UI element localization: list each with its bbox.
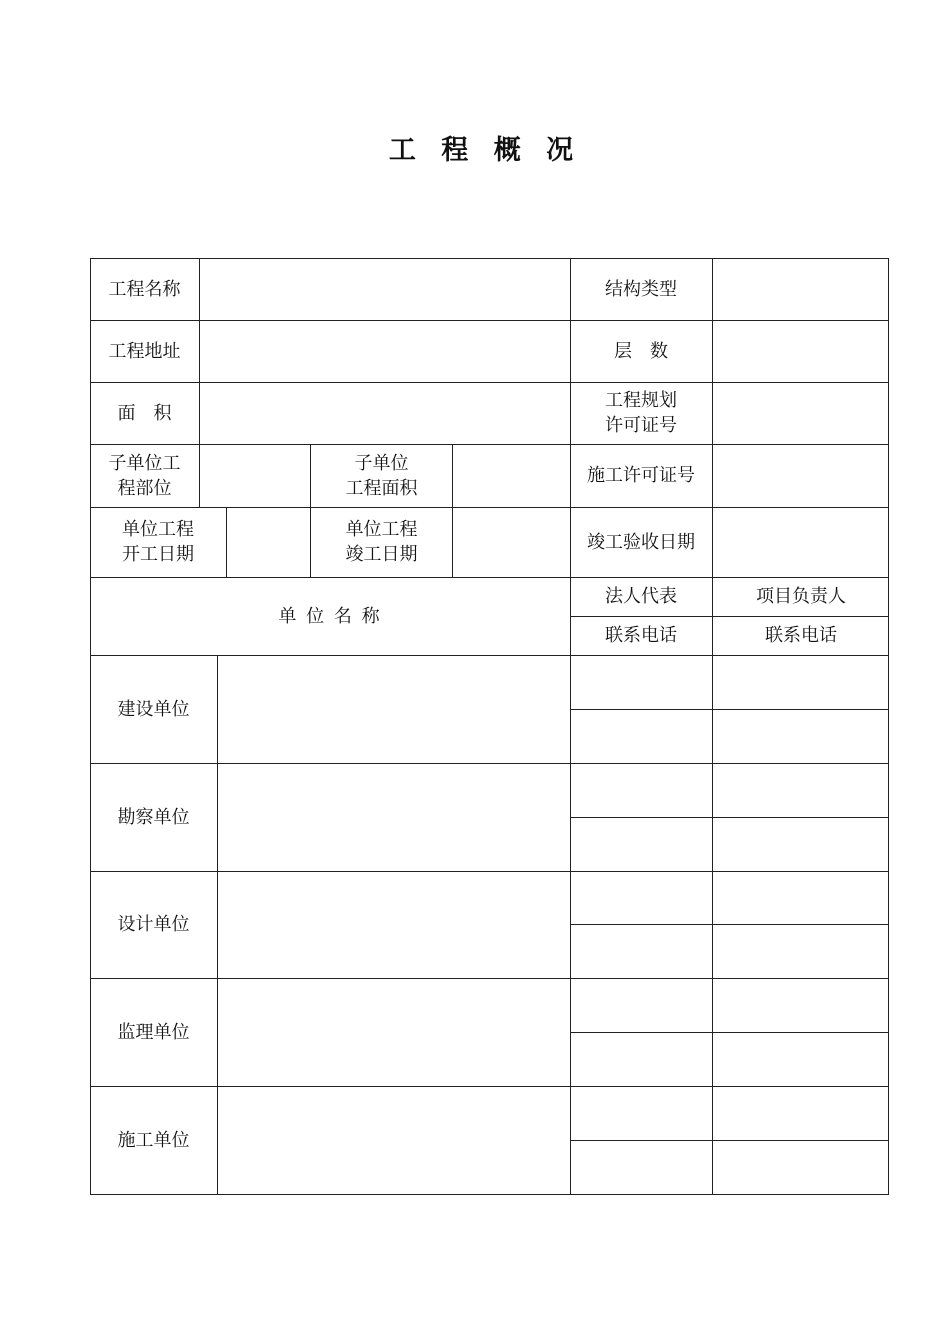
contact-phone-header-2: 联系电话 [765,625,837,646]
row-line [570,817,889,818]
project-name-label: 工程名称 [108,278,181,300]
row-line [570,1032,889,1033]
unit-label-design: 设计单位 [117,914,190,935]
page-title: 工 程 概 况 [388,135,582,166]
planning-permit-label-line1: 工程规划 [605,390,677,411]
unit-label-construction: 建设单位 [117,698,190,720]
start-date-label [90,507,226,577]
sub-unit-area-label [311,444,452,507]
row-line [570,1140,889,1141]
planning-permit-label-line2: 许可证号 [605,415,677,436]
row-line [570,709,889,710]
project-address-label: 工程地址 [108,340,181,362]
completion-date-label-line2: 竣工日期 [345,544,418,565]
sub-unit-part-label-line1: 子单位工 [108,452,181,474]
project-leader-header: 项目负责人 [756,586,846,607]
row-line [570,924,889,925]
unit-name-header: 单 位 名 称 [278,605,382,627]
completion-date-field[interactable] [453,507,570,577]
sub-unit-part-label-line2: 程部位 [117,477,172,499]
floors-field[interactable] [713,320,889,382]
sub-unit-part-field[interactable] [200,444,310,507]
planning-permit-field[interactable] [713,382,889,444]
completion-date-label-line1: 单位工程 [345,519,418,540]
start-date-label-line1: 单位工程 [122,519,194,540]
project-address-field[interactable] [200,320,570,382]
sub-unit-area-field[interactable] [453,444,570,507]
unit-label-contractor: 施工单位 [117,1129,190,1151]
acceptance-date-label: 竣工验收日期 [587,531,695,553]
start-date-label-line2: 开工日期 [122,544,194,565]
unit-name-field[interactable] [218,655,570,763]
floors-label: 层 数 [614,340,668,362]
area-field[interactable] [200,382,570,444]
structure-type-field[interactable] [713,258,889,320]
unit-name-field[interactable] [218,871,570,978]
unit-name-field[interactable] [218,1086,570,1194]
legal-rep-header: 法人代表 [605,586,677,607]
start-date-field[interactable] [227,507,310,577]
construction-permit-label: 施工许可证号 [587,465,695,486]
unit-name-field[interactable] [218,763,570,871]
sub-unit-area-label-line1: 子单位 [354,452,409,474]
area-label: 面 积 [117,402,172,424]
project-name-field[interactable] [200,258,570,320]
acceptance-date-field[interactable] [713,507,889,577]
unit-label-supervision: 监理单位 [117,1021,190,1043]
completion-date-label [311,507,452,577]
unit-name-field[interactable] [218,978,570,1086]
unit-label-survey: 勘察单位 [117,806,190,828]
sub-unit-area-label-line2: 工程面积 [345,477,418,499]
contact-phone-header-1: 联系电话 [605,625,677,646]
construction-permit-field[interactable] [713,444,889,507]
planning-permit-label [570,382,712,444]
sub-unit-part-label [90,444,199,507]
structure-type-label: 结构类型 [605,278,677,300]
